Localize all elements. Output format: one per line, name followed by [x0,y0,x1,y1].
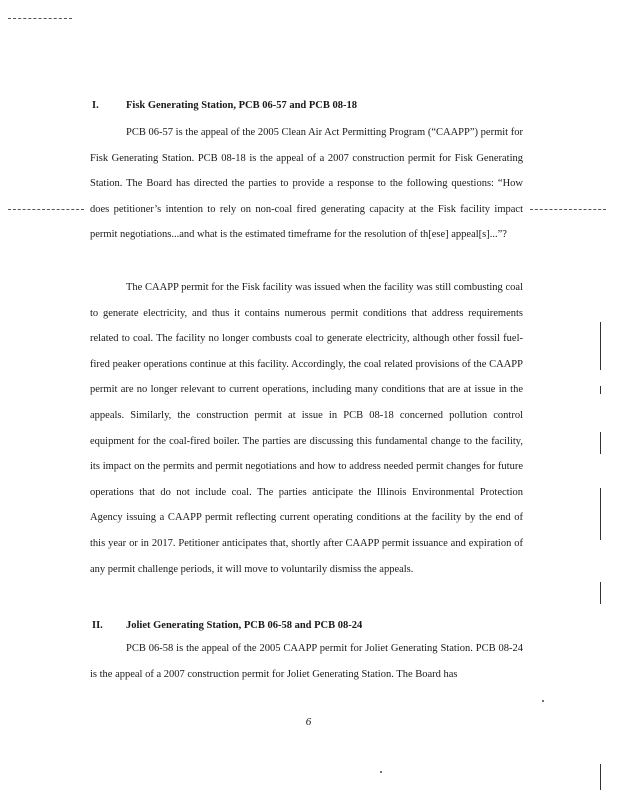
page-number: 6 [305,716,312,728]
scan-artifact-bar-6 [600,764,601,790]
section-2-number: II. [92,620,103,631]
scan-artifact-bar-4 [600,488,601,540]
scan-artifact-dot-1 [542,700,544,702]
section-1-title: Fisk Generating Station, PCB 06-57 and PCB 08-18 [126,100,358,111]
section-1-paragraph-2: The CAAPP permit for the Fisk facility was issued when the facility was still combusting coal to generate electricity, and thus it contains numerous permit conditions that address requirements related to coal. The facility no longer combusts coal to generate electricity, although other fossil fuel-fired peaker operations continue at this facility. Accordingly, the coal related provisions of the CAAPP permit are no longer relevant to current operations, including many conditions that are at issue in the appeals. Similarly, the construction permit at issue in PCB 08-18 concerned pollution control equipment for the coal-fired boiler. The parties are discussing this fundamental change to the facility, its impact on the permits and permit negotiations and how to address needed permit changes for future operations that do not include coal. The parties anticipate the Illinois Environmental Protection Agency issuing a CAAPP permit reflecting current operating conditions at the facility by the end of this year or in 2017. Petitioner anticipates that, shortly after CAAPP permit issuance and expiration of any permit challenge periods, it will move to voluntarily dismiss the appeals. [90,282,523,575]
section-1-number: I. [92,100,99,111]
section-2-heading [92,620,362,631]
section-1-paragraph-1: PCB 06-57 is the appeal of the 2005 Clean Air Act Permitting Program (“CAAPP”) permit for Fisk Generating Station. PCB 08-18 is the appeal of a 2007 construction permit for Fisk Generating Station. The Board has directed the parties to provide a response to the following questions: “How does petitioner’s intention to rely on non-coal fired generating capacity at the Fisk facility impact permit negotiations...and what is the estimated timeframe for the resolution of th[ese] appeal[s]...”? [90,127,523,241]
scan-artifact-left-margin [8,209,84,210]
scan-artifact-top-left [8,18,72,19]
scan-artifact-bar-3 [600,432,601,454]
scan-artifact-bar-5 [600,582,601,604]
section-2-title: Joliet Generating Station, PCB 06-58 and PCB 08-24 [126,620,363,631]
scan-artifact-right-margin [530,209,606,210]
section-1-heading [92,100,357,111]
scan-artifact-bar-2 [600,386,601,394]
section-2-paragraph-1: PCB 06-58 is the appeal of the 2005 CAAPP permit for Joliet Generating Station. PCB 08-24 is the appeal of a 2007 construction permit for Joliet Generating Station. The Board has [90,643,523,680]
scan-artifact-dot-2 [380,771,382,773]
scan-artifact-bar-1 [600,322,601,370]
